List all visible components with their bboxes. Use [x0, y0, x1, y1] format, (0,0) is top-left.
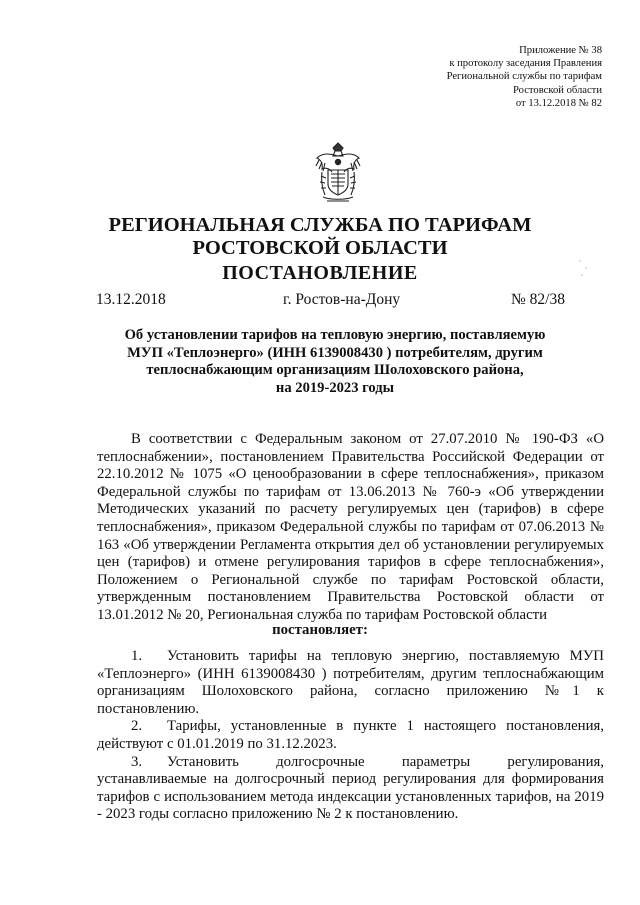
agency-name-line1: РЕГИОНАЛЬНАЯ СЛУЖБА ПО ТАРИФАМ: [108, 214, 532, 236]
clause-number: 3.: [131, 753, 143, 770]
agency-name: [0, 214, 640, 260]
decides-heading: постановляет:: [272, 622, 368, 638]
clause-item: [97, 754, 604, 824]
appendix-note: [322, 44, 602, 110]
clause-number: 1.: [131, 648, 143, 664]
document-type-title: ПОСТАНОВЛЕНИЕ: [222, 262, 418, 284]
appendix-line: Региональной службы по тарифам: [446, 71, 602, 83]
subject-line: теплоснабжающим организациям Шолоховского района,: [146, 362, 524, 378]
clause-number: 2.: [131, 718, 143, 735]
clause-text: Установить долгосрочные параметры регулирования, устанавливаемые на долгосрочный период регулирования для формирования тарифов с использованием метода индексации установленных тарифов, на 2019 - 2023 годы согласно приложению № 2 к постановлению.: [97, 753, 604, 823]
subject-line: на 2019-2023 годы: [275, 379, 395, 396]
document-city: г. Ростов-на-Дону: [283, 291, 401, 308]
preamble-paragraph: В соответствии с Федеральным законом от 27.07.2010 № 190-ФЗ «О теплоснабжении», постановлением Правительства Российской Федерации от 22.10.2012 № 1075 «О ценообразовании в сфере теплоснабжения», приказом Федеральной службы по тарифам от 13.06.2013 № 760-э «Об утверждении Методических указаний по расчету регулируемых цен (тарифов) в сфере теплоснабжения», приказом Федеральной службы по тарифам от 07.06.2013 № 163 «Об утверждении Регламента открытия дел об установлении регулируемых цен (тарифов) и отмене регулирования тарифов в сфере теплоснабжения», Положением о Региональной службе по тарифам Ростовской области, утвержденным постановлением Правительства Ростовской области от 13.01.2012 № 20, Региональная служба по тарифам Ростовской области: [97, 431, 604, 623]
appendix-line: Ростовской области: [513, 84, 602, 96]
document-number: № 82/38: [511, 291, 565, 308]
coat-of-arms-icon: [313, 142, 363, 204]
agency-name-line2: РОСТОВСКОЙ ОБЛАСТИ: [192, 237, 448, 259]
appendix-line: к протоколу заседания Правления: [449, 58, 602, 70]
appendix-line: от 13.12.2018 № 82: [515, 97, 602, 109]
document-date: 13.12.2018: [96, 291, 166, 308]
clause-item: [97, 718, 604, 753]
clause-text: Установить тарифы на тепловую энергию, поставляемую МУП «Теплоэнерго» (ИНН 6139008430 ) потребителям, другим теплоснабжающим организациям Шолоховского района, согласно приложению №1 к постановлению.: [97, 648, 604, 717]
subject-line: МУП «Теплоэнерго» (ИНН 6139008430 ) потребителям, другим: [127, 344, 543, 361]
clause-text: Тарифы, установленные в пункте 1 настоящего постановления, действуют с 01.01.2019 по 31.12.2023.: [97, 718, 604, 752]
clause-item: [97, 648, 604, 718]
appendix-line: Приложение № 38: [519, 45, 602, 56]
clauses-list: [97, 648, 604, 824]
document-subject: [110, 327, 560, 397]
subject-line: Об установлении тарифов на тепловую энергию, поставляемую: [124, 327, 546, 343]
